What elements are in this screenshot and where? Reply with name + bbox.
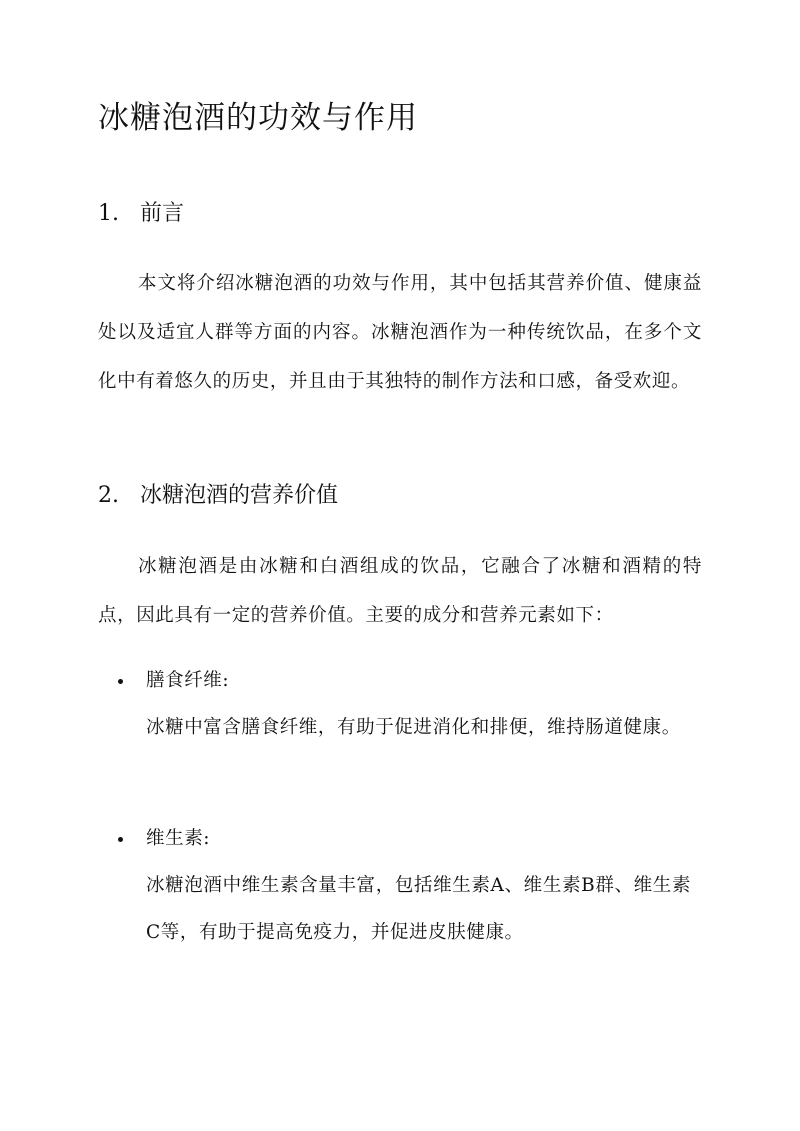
bullet-body: 冰糖中富含膳食纤维，有助于促进消化和排便，维持肠道健康。: [146, 717, 681, 738]
section-number: 2.: [98, 483, 119, 508]
bullet-label: 膳食纤维:: [146, 670, 230, 691]
bullet-label: 维生素:: [146, 828, 211, 849]
document-title: 冰糖泡酒的功效与作用: [98, 100, 418, 136]
section-title: 冰糖泡酒的营养价值: [140, 483, 339, 508]
nutrition-paragraph: 冰糖泡酒是由冰糖和白酒组成的饮品，它融合了冰糖和酒精的特点，因此具有一定的营养价值。主要的成分和营养元素如下：: [98, 556, 702, 626]
section-title: 前言: [140, 201, 185, 226]
intro-paragraph: 本文将介绍冰糖泡酒的功效与作用，其中包括其营养价值、健康益处以及适宜人群等方面的内容。冰糖泡酒作为一种传统饮品，在多个文化中有着悠久的历史，并且由于其独特的制作方法和口感，备受欢迎。: [98, 273, 702, 392]
section-heading-nutrition: [98, 481, 338, 511]
bullet-body: 冰糖泡酒中维生素含量丰富，包括维生素A、维生素B群、维生素C等，有助于提高免疫力，并促进皮肤健康。: [146, 875, 691, 943]
bullet-icon: [118, 837, 123, 842]
section-heading-intro: [98, 199, 184, 229]
bullet-icon: [118, 679, 123, 684]
section-number: 1.: [98, 201, 119, 226]
